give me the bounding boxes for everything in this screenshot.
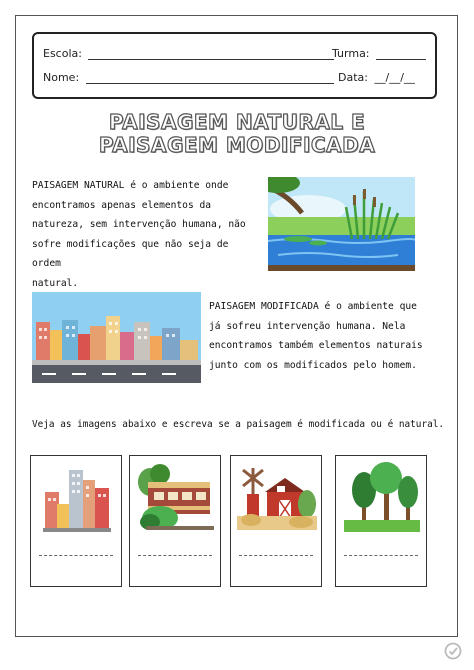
turma-label: Turma: bbox=[332, 47, 370, 60]
exercise-card-3 bbox=[230, 455, 322, 587]
trees-icon bbox=[342, 462, 422, 532]
turma-field[interactable] bbox=[376, 47, 426, 60]
natural-landscape-image bbox=[268, 177, 415, 271]
natural-line: encontramos apenas elementos da bbox=[32, 199, 212, 211]
instruction-text: Veja as imagens abaixo e escreva se a paisagem é modificada ou é natural. bbox=[32, 419, 445, 430]
answer-line[interactable] bbox=[344, 555, 418, 556]
page-title-line1: PAISAGEM NATURAL E bbox=[108, 110, 366, 134]
modificada-paragraph bbox=[209, 297, 449, 375]
nome-field[interactable] bbox=[86, 71, 334, 84]
modificada-line: já sofreu intervenção humana. Nela bbox=[209, 320, 406, 332]
train-icon bbox=[138, 462, 214, 530]
data-label: Data: bbox=[338, 71, 368, 84]
natural-line: natural. bbox=[32, 277, 79, 289]
nome-label: Nome: bbox=[43, 71, 80, 84]
answer-line[interactable] bbox=[239, 555, 313, 556]
checkmark-logo-icon bbox=[444, 642, 462, 660]
modificada-line: junto com os modificados pelo homem. bbox=[209, 359, 417, 371]
natural-line: natureza, sem intervenção humana, não bbox=[32, 219, 246, 230]
farm-barn-icon bbox=[237, 464, 317, 530]
buildings-icon bbox=[43, 464, 111, 532]
modified-landscape-image bbox=[32, 292, 201, 383]
natural-line: sofre modificações que não seja de ordem bbox=[32, 238, 229, 269]
page-title-line2: PAISAGEM MODIFICADA bbox=[98, 133, 376, 157]
exercise-card-4 bbox=[335, 455, 427, 587]
answer-line[interactable] bbox=[39, 555, 113, 556]
escola-field[interactable] bbox=[88, 47, 334, 60]
natural-paragraph bbox=[32, 176, 260, 293]
natural-term: PAISAGEM NATURAL bbox=[32, 180, 125, 191]
date-field[interactable]: __/__/__ bbox=[374, 71, 415, 84]
exercise-card-2 bbox=[129, 455, 221, 587]
answer-line[interactable] bbox=[138, 555, 212, 556]
modificada-line: encontramos também elementos naturais bbox=[209, 340, 423, 351]
modificada-line: é o ambiente que bbox=[318, 301, 417, 312]
header-form bbox=[32, 32, 437, 99]
natural-line: é o ambiente onde bbox=[124, 180, 229, 191]
exercise-card-1 bbox=[30, 455, 122, 587]
modificada-term: PAISAGEM MODIFICADA bbox=[209, 301, 319, 312]
escola-label: Escola: bbox=[43, 47, 82, 60]
